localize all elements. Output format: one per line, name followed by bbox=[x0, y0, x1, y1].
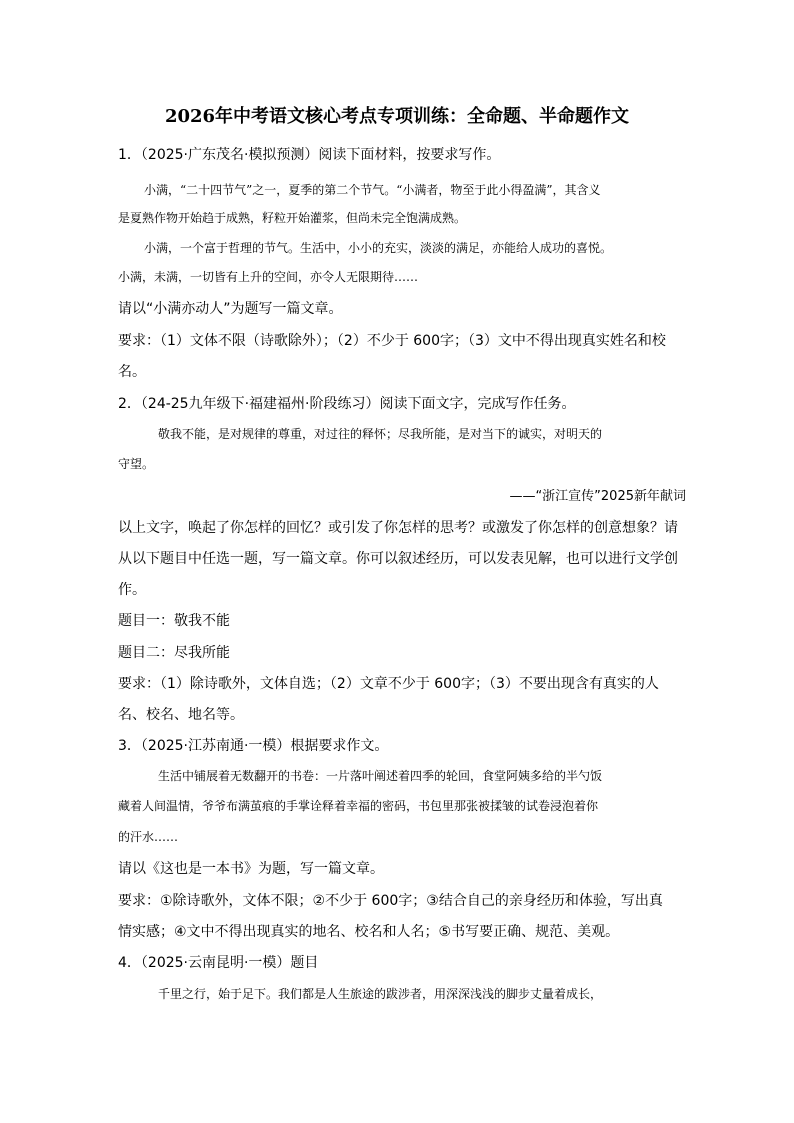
q1-requirement-line: 名。 bbox=[118, 364, 146, 380]
q2-header: 2．（24-25九年级下·福建福州·阶段练习）阅读下面文字，完成写作任务。 bbox=[118, 396, 576, 412]
q4-material-line: 千里之行，始于足下。我们都是人生旅途的跋涉者，用深深浅浅的脚步丈量着成长， bbox=[158, 987, 603, 1001]
q1-requirement-line: 要求：（1）文体不限（诗歌除外）；（2）不少于 600字；（3）文中不得出现真实姓名和校 bbox=[118, 333, 666, 349]
q1-material-line: 小满，未满，一切皆有上升的空间，亦令人无限期待…… bbox=[118, 270, 419, 284]
q1-material-line: 小满，“二十四节气”之一，夏季的第二个节气。“小满者，物至于此小得盈满”，其含义 bbox=[144, 183, 601, 197]
q2-material-line: 守望。 bbox=[118, 457, 155, 471]
q2-prompt-line: 从以下题目中任选一题，写一篇文章。你可以叙述经历，可以发表见解，也可以进行文学创 bbox=[118, 551, 678, 567]
q3-requirement-line: 情实感；④文中不得出现真实的地名、校名和人名；⑤书写要正确、规范、美观。 bbox=[118, 924, 620, 940]
q1-material-line: 是夏熟作物开始趋于成熟，籽粒开始灌浆，但尚未完全饱满成熟。 bbox=[118, 211, 467, 225]
q3-header: 3．（2025·江苏南通·一模）根据要求作文。 bbox=[118, 738, 389, 754]
q1-header: 1．（2025·广东茂名·模拟预测）阅读下面材料，按要求写作。 bbox=[118, 147, 501, 163]
q2-source: ——“浙江宣传”2025新年献词 bbox=[509, 489, 686, 504]
q2-requirement-line: 要求：（1）除诗歌外，文体自选；（2）文章不少于 600字；（3）不要出现含有真实的人 bbox=[118, 676, 659, 692]
q1-material-line: 小满，一个富于哲理的节气。生活中，小小的充实，淡淡的满足，亦能给人成功的喜悦。 bbox=[144, 241, 613, 255]
document-title: 2026年中考语文核心考点专项训练：全命题、半命题作文 bbox=[164, 106, 630, 127]
q4-header: 4．（2025·云南昆明·一模）题目 bbox=[118, 955, 319, 971]
q3-requirement-line: 要求：①除诗歌外，文体不限；②不少于 600字；③结合自己的亲身经历和体验，写出真 bbox=[118, 893, 663, 909]
q3-material-line: 藏着人间温情，爷爷布满茧痕的手掌诠释着幸福的密码，书包里那张被揉皱的试卷浸泡着你 bbox=[118, 799, 599, 813]
q2-material-line: 敬我不能，是对规律的尊重，对过往的释怀；尽我所能，是对当下的诚实，对明天的 bbox=[158, 427, 603, 441]
q2-requirement-line: 名、校名、地名等。 bbox=[118, 707, 244, 723]
q3-material-line: 的汗水…… bbox=[118, 830, 179, 844]
q2-prompt-line: 以上文字，唤起了你怎样的回忆？或引发了你怎样的思考？或激发了你怎样的创意想象？请 bbox=[118, 520, 678, 536]
q1-prompt: 请以“小满亦动人”为题写一篇文章。 bbox=[118, 301, 343, 317]
q2-topic-1: 题目一：敬我不能 bbox=[118, 613, 230, 629]
q3-material-line: 生活中铺展着无数翻开的书卷：一片落叶阐述着四季的轮回，食堂阿姨多给的半勺饭 bbox=[158, 769, 603, 783]
q3-prompt: 请以《这也是一本书》为题，写一篇文章。 bbox=[118, 861, 384, 877]
q2-topic-2: 题目二：尽我所能 bbox=[118, 645, 230, 661]
q2-prompt-line: 作。 bbox=[118, 582, 146, 598]
